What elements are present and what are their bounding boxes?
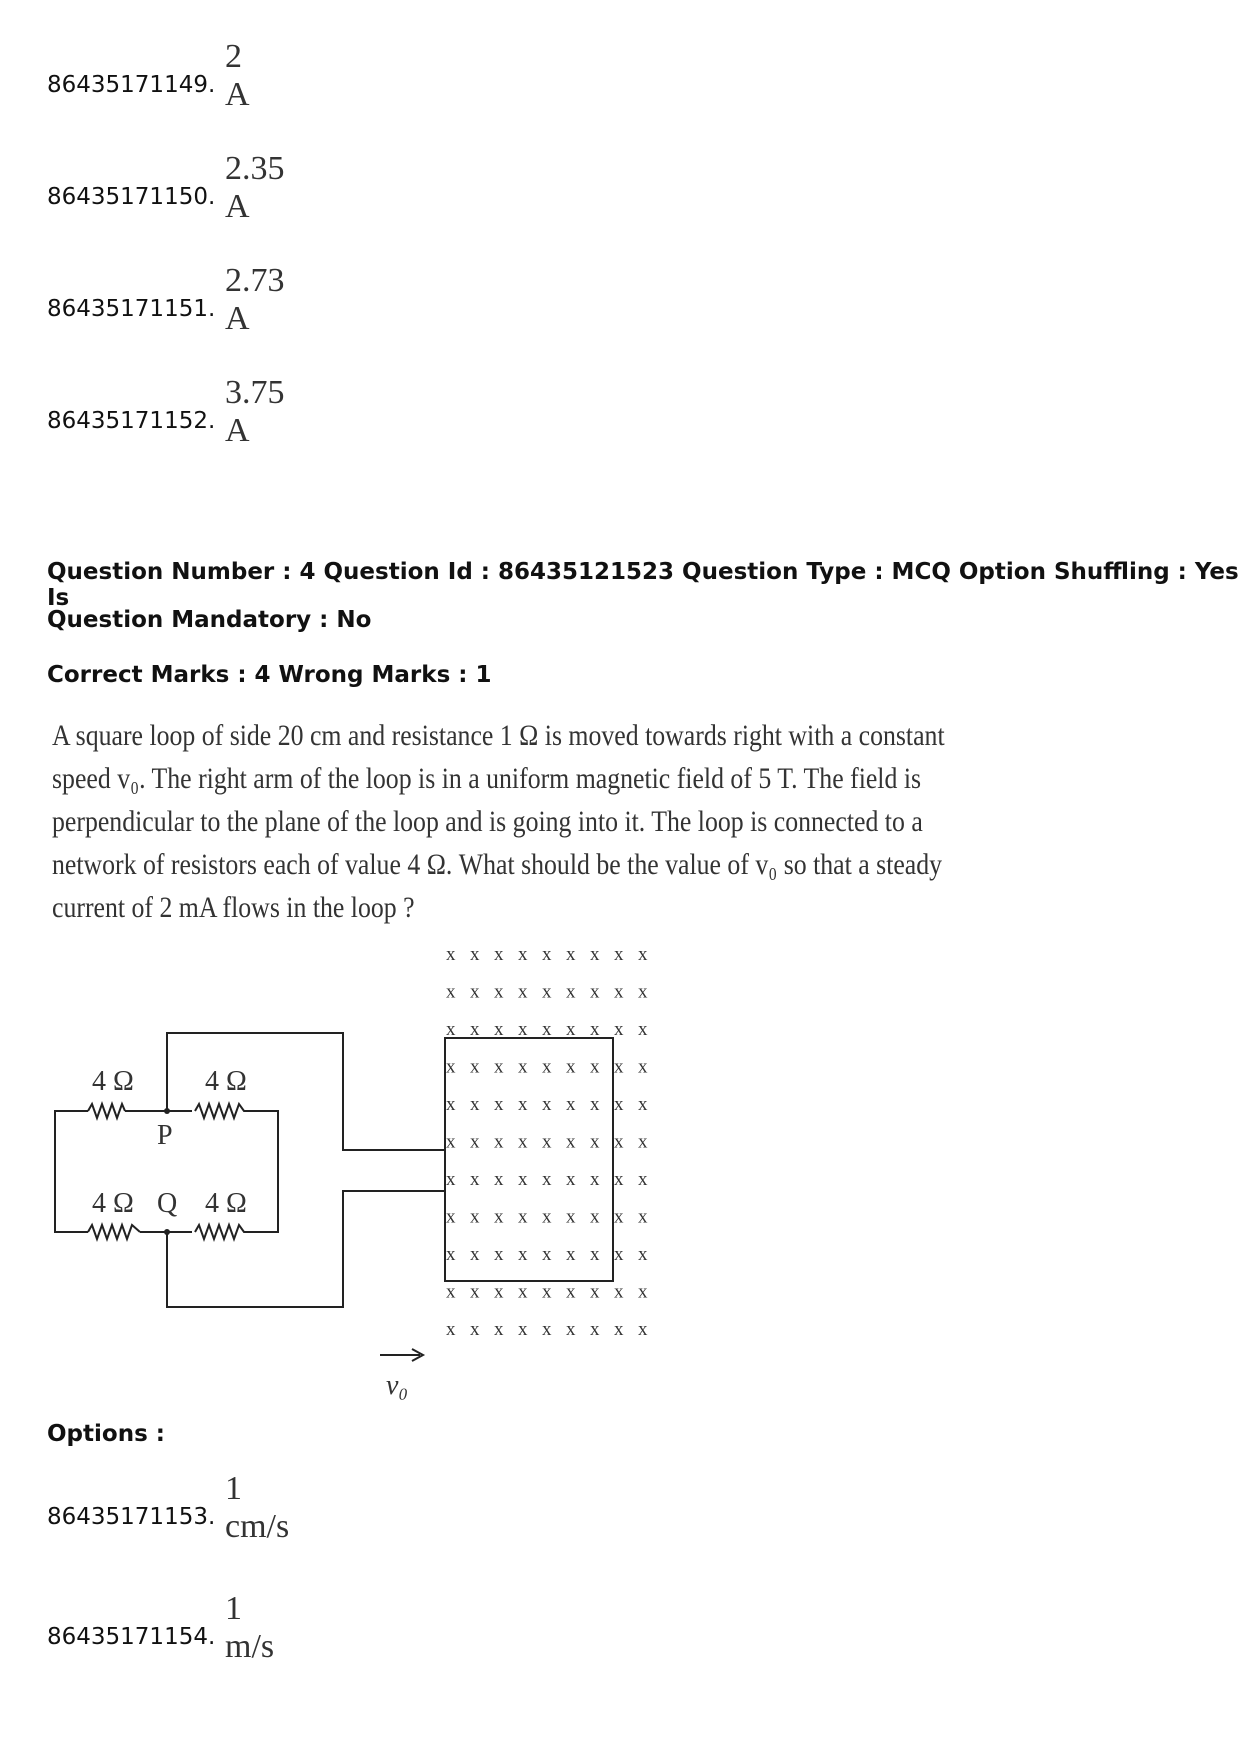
field-x-mark: x	[494, 1319, 504, 1340]
question-header: Question Number : 4 Question Id : 86435121523 Question Type : MCQ Option Shuffling : Yes Is	[47, 559, 1239, 611]
field-x-mark: x	[638, 1169, 648, 1190]
field-x-mark: x	[566, 1244, 576, 1265]
field-x-mark: x	[542, 944, 552, 965]
option-value: 1 m/s	[225, 1590, 275, 1665]
field-x-mark: x	[614, 1094, 624, 1115]
field-x-mark: x	[638, 981, 648, 1003]
field-x-mark: x	[446, 1244, 456, 1265]
field-x-mark: x	[638, 1244, 648, 1265]
field-x-mark: x	[542, 1281, 552, 1303]
resistor-label: 4 Ω	[205, 1066, 247, 1097]
circuit-figure	[0, 930, 700, 1410]
field-x-mark: x	[614, 1319, 624, 1340]
field-x-mark: x	[614, 1169, 624, 1190]
field-x-mark: x	[614, 1244, 624, 1265]
field-x-mark: x	[614, 1019, 624, 1040]
field-x-mark: x	[638, 1131, 648, 1153]
field-x-mark: x	[614, 944, 624, 965]
field-x-mark: x	[470, 1094, 480, 1115]
field-x-mark: x	[638, 1281, 648, 1303]
question-text-line: current of 2 mA flows in the loop ?	[52, 891, 415, 924]
node-p-dot	[164, 1108, 170, 1114]
field-x-mark: x	[590, 1094, 600, 1115]
field-x-mark: x	[614, 1206, 624, 1228]
field-x-mark: x	[518, 1131, 528, 1153]
field-x-mark: x	[542, 1094, 552, 1115]
field-x-mark: x	[614, 981, 624, 1003]
field-x-mark: x	[566, 1169, 576, 1190]
field-x-mark: x	[542, 1206, 552, 1228]
question-text-line: perpendicular to the plane of the loop and is going into it. The loop is connected to a	[52, 805, 923, 838]
option-id: 86435171152.	[47, 408, 216, 434]
field-x-mark: x	[494, 1094, 504, 1115]
field-x-mark: x	[494, 1206, 504, 1228]
field-x-mark: x	[566, 1019, 576, 1040]
field-x-mark: x	[494, 1056, 504, 1078]
field-x-mark: x	[590, 1206, 600, 1228]
field-x-mark: x	[566, 944, 576, 965]
field-x-mark: x	[470, 1206, 480, 1228]
field-x-mark: x	[542, 1056, 552, 1078]
field-x-mark: x	[566, 1281, 576, 1303]
resistor-label: 4 Ω	[92, 1066, 134, 1097]
field-x-mark: x	[518, 1169, 528, 1190]
question-text-line: network of resistors each of value 4 Ω. What should be the value of v₀ so that a steady	[52, 848, 943, 881]
field-x-mark: x	[542, 1019, 552, 1040]
question-text-line: speed v₀. The right arm of the loop is in a uniform magnetic field of 5 T. The field is	[52, 762, 922, 795]
resistor-label: 4 Ω	[92, 1188, 134, 1219]
field-x-mark: x	[590, 944, 600, 965]
field-x-mark: x	[494, 944, 504, 965]
field-x-mark: x	[638, 1056, 648, 1078]
field-x-mark: x	[470, 1056, 480, 1078]
field-x-mark: x	[446, 1094, 456, 1115]
field-x-mark: x	[494, 1131, 504, 1153]
field-x-mark: x	[470, 1131, 480, 1153]
field-x-mark: x	[590, 1244, 600, 1265]
field-x-mark: x	[494, 981, 504, 1003]
field-x-mark: x	[590, 1319, 600, 1340]
field-x-mark: x	[446, 1019, 456, 1040]
field-x-mark: x	[446, 1319, 456, 1340]
field-x-mark: x	[470, 1169, 480, 1190]
field-x-mark: x	[638, 1094, 648, 1115]
field-x-mark: x	[638, 1319, 648, 1340]
option-id: 86435171150.	[47, 184, 216, 210]
option-value: 2.73 A	[225, 262, 285, 337]
field-x-mark: x	[518, 1206, 528, 1228]
field-x-mark: x	[542, 1244, 552, 1265]
field-x-mark: x	[470, 1019, 480, 1040]
field-x-mark: x	[446, 1206, 456, 1228]
field-x-mark: x	[566, 981, 576, 1003]
field-x-mark: x	[614, 1281, 624, 1303]
field-x-mark: x	[590, 981, 600, 1003]
field-x-mark: x	[590, 1019, 600, 1040]
option-id: 86435171151.	[47, 296, 216, 322]
field-x-mark: x	[590, 1131, 600, 1153]
field-x-mark: x	[542, 1131, 552, 1153]
options-label: Options :	[47, 1421, 165, 1447]
node-q-dot	[164, 1229, 170, 1235]
option-value: 2.35 A	[225, 150, 285, 225]
field-x-mark: x	[494, 1281, 504, 1303]
field-x-mark: x	[638, 944, 648, 965]
field-x-mark: x	[590, 1056, 600, 1078]
field-x-mark: x	[518, 944, 528, 965]
field-x-mark: x	[518, 1281, 528, 1303]
option-id: 86435171154.	[47, 1624, 216, 1650]
field-x-mark: x	[638, 1206, 648, 1228]
option-id: 86435171153.	[47, 1504, 216, 1530]
field-x-mark: x	[470, 1319, 480, 1340]
field-x-mark: x	[566, 1131, 576, 1153]
field-x-mark: x	[518, 1056, 528, 1078]
field-x-mark: x	[446, 1169, 456, 1190]
question-text	[52, 714, 946, 929]
field-x-mark: x	[518, 1319, 528, 1340]
field-x-mark: x	[566, 1094, 576, 1115]
field-x-mark: x	[446, 981, 456, 1003]
field-x-mark: x	[470, 944, 480, 965]
field-x-mark: x	[518, 981, 528, 1003]
node-p-label: P	[157, 1120, 173, 1151]
field-x-mark: x	[494, 1244, 504, 1265]
field-x-mark: x	[638, 1019, 648, 1040]
field-x-mark: x	[470, 1281, 480, 1303]
field-x-mark: x	[518, 1244, 528, 1265]
field-x-mark: x	[590, 1169, 600, 1190]
field-x-mark: x	[542, 981, 552, 1003]
field-x-mark: x	[542, 1319, 552, 1340]
field-x-mark: x	[446, 1131, 456, 1153]
question-marks: Correct Marks : 4 Wrong Marks : 1	[47, 662, 492, 688]
field-x-mark: x	[446, 1281, 456, 1303]
field-x-mark: x	[470, 981, 480, 1003]
field-x-mark: x	[494, 1169, 504, 1190]
question-mandatory: Question Mandatory : No	[47, 607, 372, 633]
field-x-mark: x	[446, 1056, 456, 1078]
question-text-line: A square loop of side 20 cm and resistance 1 Ω is moved towards right with a constant	[52, 719, 945, 752]
field-x-mark: x	[494, 1019, 504, 1040]
node-q-label: Q	[157, 1188, 178, 1219]
field-x-mark: x	[614, 1056, 624, 1078]
resistor-label: 4 Ω	[205, 1188, 247, 1219]
option-id: 86435171149.	[47, 72, 216, 98]
magnetic-field-marks	[446, 944, 648, 1340]
field-x-mark: x	[518, 1019, 528, 1040]
field-x-mark: x	[518, 1094, 528, 1115]
field-x-mark: x	[590, 1281, 600, 1303]
option-value: 3.75 A	[225, 374, 285, 449]
field-x-mark: x	[614, 1131, 624, 1153]
field-x-mark: x	[446, 944, 456, 965]
option-value: 1 cm/s	[225, 1470, 290, 1545]
field-x-mark: x	[566, 1206, 576, 1228]
field-x-mark: x	[566, 1056, 576, 1078]
field-x-mark: x	[542, 1169, 552, 1190]
velocity-label: v₀	[386, 1370, 409, 1401]
option-value: 2 A	[225, 38, 250, 113]
field-x-mark: x	[470, 1244, 480, 1265]
field-x-mark: x	[566, 1319, 576, 1340]
